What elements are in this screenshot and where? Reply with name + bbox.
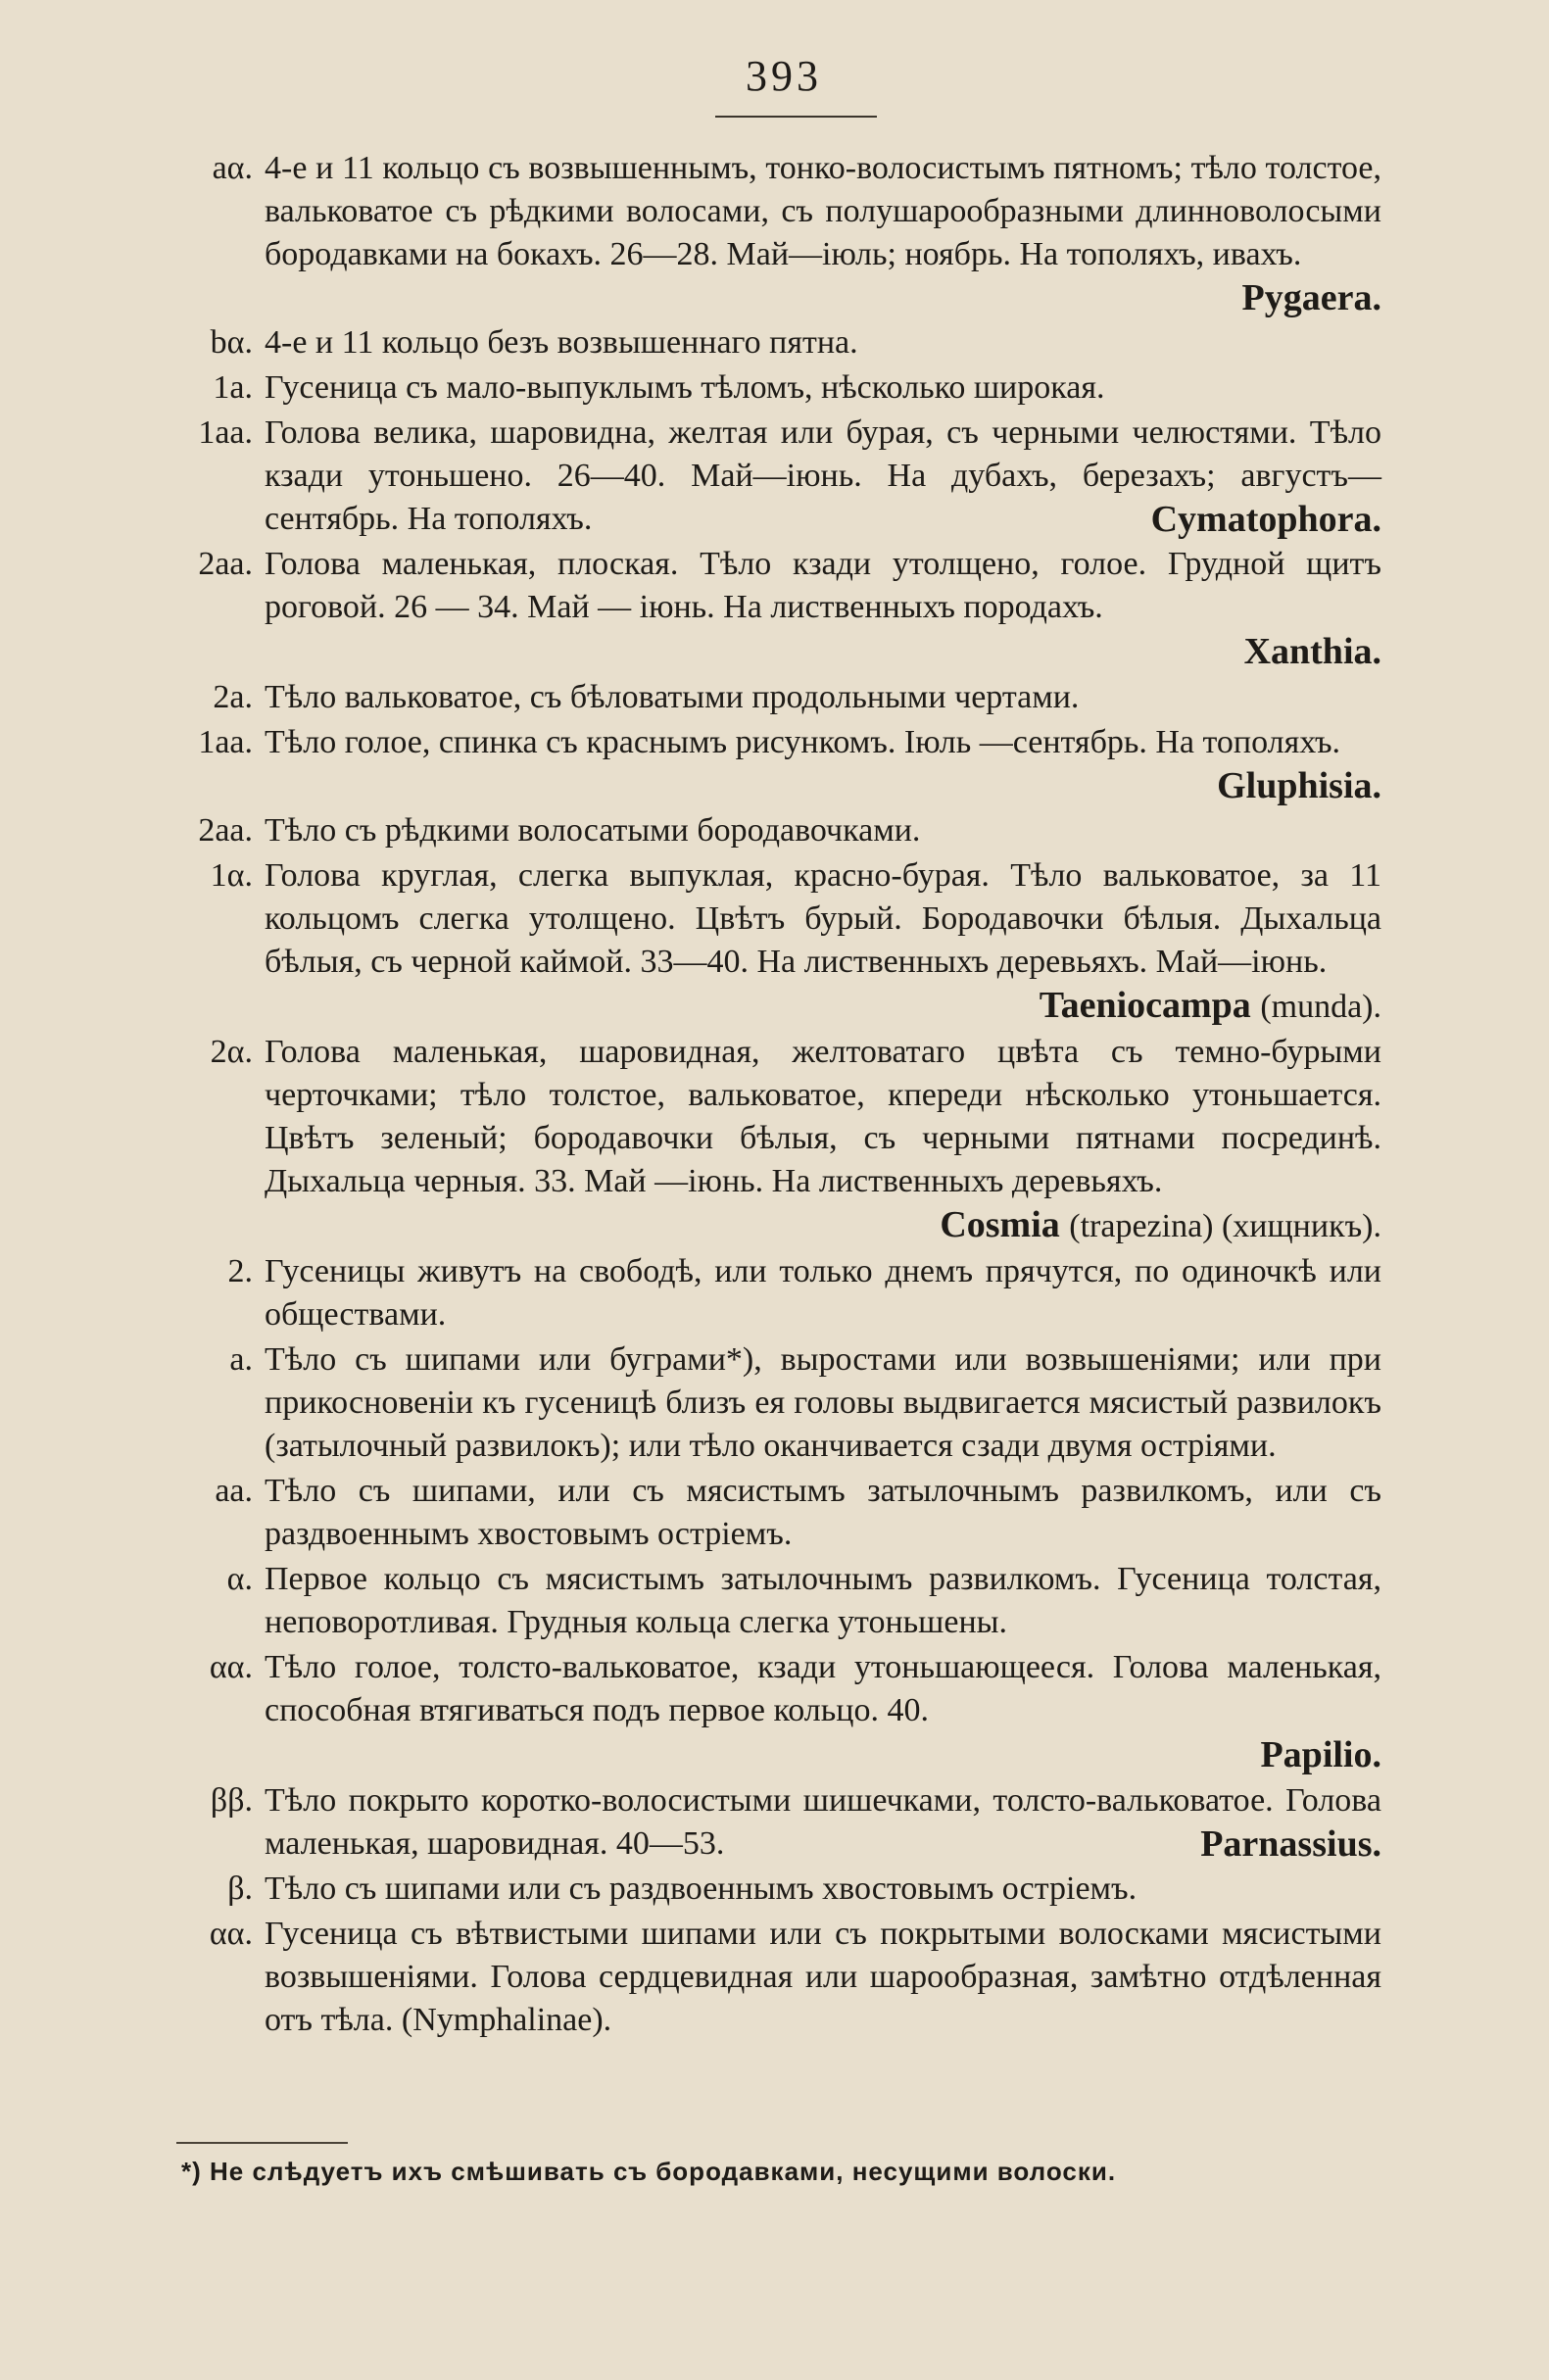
key-entry <box>176 1646 1381 1777</box>
entry-text: Тѣло голое, спинка съ краснымъ рисункомъ. Іюль —сентябрь. На тополяхъ. <box>265 724 1341 760</box>
key-entry <box>176 412 1381 541</box>
key-entry <box>176 1338 1381 1468</box>
footnote: *) Не слѣдуетъ ихъ смѣшивать съ бородавками, несущими волоски. <box>181 2157 1117 2186</box>
entry-label: 2. <box>227 1253 253 1289</box>
entry-text: Гусеницы живутъ на свободѣ, или только днемъ прячутся, по одиночкѣ или обществами. <box>265 1253 1381 1333</box>
genus-name <box>1040 984 1381 1029</box>
entry-label: 1aa. <box>198 724 253 760</box>
key-entry <box>176 321 1381 364</box>
genus-name: Parnassius. <box>1200 1823 1381 1865</box>
entry-text: Голова маленькая, шаровидная, желтоватаго цвѣта съ темно-бурыми черточками; тѣло толстое, вальковатое, кпереди нѣсколько утоньшается. Цвѣтъ зеленый; бородавочки бѣлыя, съ черными пятнами посрединѣ. Дыхальца черныя. 33. Май —іюнь. На лиственныхъ деревьяхъ. <box>265 1034 1381 1199</box>
entry-text: Первое кольцо съ мясистымъ затылочнымъ развилкомъ. Гусеница толстая, неповоротливая. Грудныя кольца слегка утоньшены. <box>265 1561 1381 1640</box>
entry-label: ββ. <box>210 1782 253 1819</box>
key-entry <box>176 1250 1381 1336</box>
key-entry <box>176 1913 1381 2042</box>
footnote-rule <box>176 2142 348 2144</box>
entry-label: 1a. <box>213 369 253 406</box>
entry-label: 2aa. <box>198 812 253 849</box>
entry-text: Голова велика, шаровидна, желтая или бурая, съ черными челюстями. Тѣло кзади утоньшено. 26—40. Май—іюнь. На дубахъ, березахъ; августъ—сентябрь. На тополяхъ. <box>265 414 1381 537</box>
entry-label: 1α. <box>210 857 253 894</box>
key-entry <box>176 721 1381 807</box>
key-entry <box>176 1558 1381 1644</box>
entry-label: α. <box>226 1561 253 1597</box>
entry-label: aa. <box>215 1473 253 1509</box>
entry-label: αα. <box>209 1916 253 1952</box>
entry-text: Тѣло покрыто коротко-волосистыми шишечками, толсто-вальковатое. Голова маленькая, шаровидная. 40—53. <box>265 1782 1381 1862</box>
key-entry <box>176 147 1381 319</box>
entry-label: β. <box>227 1870 253 1907</box>
entry-text: Тѣло съ рѣдкими волосатыми бородавочками. <box>265 812 921 849</box>
page-number: 393 <box>746 52 822 100</box>
key-entry <box>176 809 1381 852</box>
entry-text: Тѣло съ шипами или буграми*), выростами или возвышеніями; или при прикосновеніи къ гусеницѣ близъ ея головы выдвигается мясистый развилокъ (затылочный развилокъ); или тѣло оканчивается сзади двумя остріями. <box>265 1341 1381 1464</box>
genus-name: Cymatophora. <box>1150 499 1381 540</box>
entry-text: Гусеница съ вѣтвистыми шипами или съ покрытыми волосками мясистыми возвышеніями. Голова сердцевидная или шарообразная, замѣтно отдѣленная отъ тѣла. (Nymphalinae). <box>265 1916 1381 2038</box>
key-entry <box>176 366 1381 410</box>
entry-label: a. <box>229 1341 253 1378</box>
entry-label: 2aa. <box>198 546 253 582</box>
key-entry <box>176 676 1381 719</box>
entry-label: 2α. <box>210 1034 253 1070</box>
genus-name: Xanthia. <box>1243 631 1381 672</box>
entry-text: Гусеница съ мало-выпуклымъ тѣломъ, нѣсколько широкая. <box>265 369 1105 406</box>
key-entry <box>176 1779 1381 1866</box>
entry-text: Голова круглая, слегка выпуклая, красно-бурая. Тѣло вальковатое, за 11 кольцомъ слегка утолщено. Цвѣтъ бурый. Бородавочки бѣлыя. Дыхальца бѣлыя, съ черной каймой. 33—40. На лиственныхъ деревьяхъ. Май—іюнь. <box>265 857 1381 980</box>
genus-name-extra: (munda). <box>1260 989 1381 1025</box>
entry-label: bα. <box>210 324 253 361</box>
entry-text: Голова маленькая, плоская. Тѣло кзади утолщено, голое. Грудной щитъ роговой. 26 — 34. Май — іюнь. На лиственныхъ породахъ. <box>265 546 1381 625</box>
entry-label: aα. <box>212 150 253 186</box>
key-entry <box>176 1868 1381 1911</box>
entry-text: Тѣло съ шипами или съ раздвоеннымъ хвостовымъ остріемъ. <box>265 1870 1138 1907</box>
genus-name: Papilio. <box>1260 1734 1381 1775</box>
genus-name-extra: (trapezina) (хищникъ). <box>1069 1208 1381 1244</box>
entry-text: Тѣло голое, толсто-вальковатое, кзади утоньшающееся. Голова маленькая, способная втягиваться подъ первое кольцо. 40. <box>265 1649 1381 1728</box>
entry-text: Тѣло съ шипами, или съ мясистымъ затылочнымъ развилкомъ, или съ раздвоеннымъ хвостовымъ остріемъ. <box>265 1473 1381 1552</box>
genus-name: Gluphisia. <box>1217 765 1381 806</box>
key-entries <box>176 147 1381 2044</box>
genus-name: Pygaera. <box>1241 277 1381 318</box>
genus-name-main: Taeniocampa <box>1039 985 1251 1026</box>
key-entry <box>176 1031 1381 1248</box>
genus-name-main: Cosmia <box>940 1204 1060 1245</box>
key-entry <box>176 543 1381 674</box>
entry-text: 4-е и 11 кольцо съ возвышеннымъ, тонко-волосистымъ пятномъ; тѣло толстое, вальковатое съ рѣдкими волосами, съ полушарообразными длинноволосыми бородавками на бокахъ. 26—28. Май—іюль; ноябрь. На тополяхъ, ивахъ. <box>265 150 1381 272</box>
genus-name <box>940 1203 1381 1248</box>
entry-label: 1aa. <box>198 414 253 451</box>
entry-label: 2a. <box>213 679 253 715</box>
key-entry <box>176 1470 1381 1556</box>
entry-text: 4-е и 11 кольцо безъ возвышеннаго пятна. <box>265 324 858 361</box>
header-rule <box>715 116 877 118</box>
key-entry <box>176 854 1381 1029</box>
entry-label: αα. <box>209 1649 253 1685</box>
entry-text: Тѣло вальковатое, съ бѣловатыми продольными чертами. <box>265 679 1080 715</box>
